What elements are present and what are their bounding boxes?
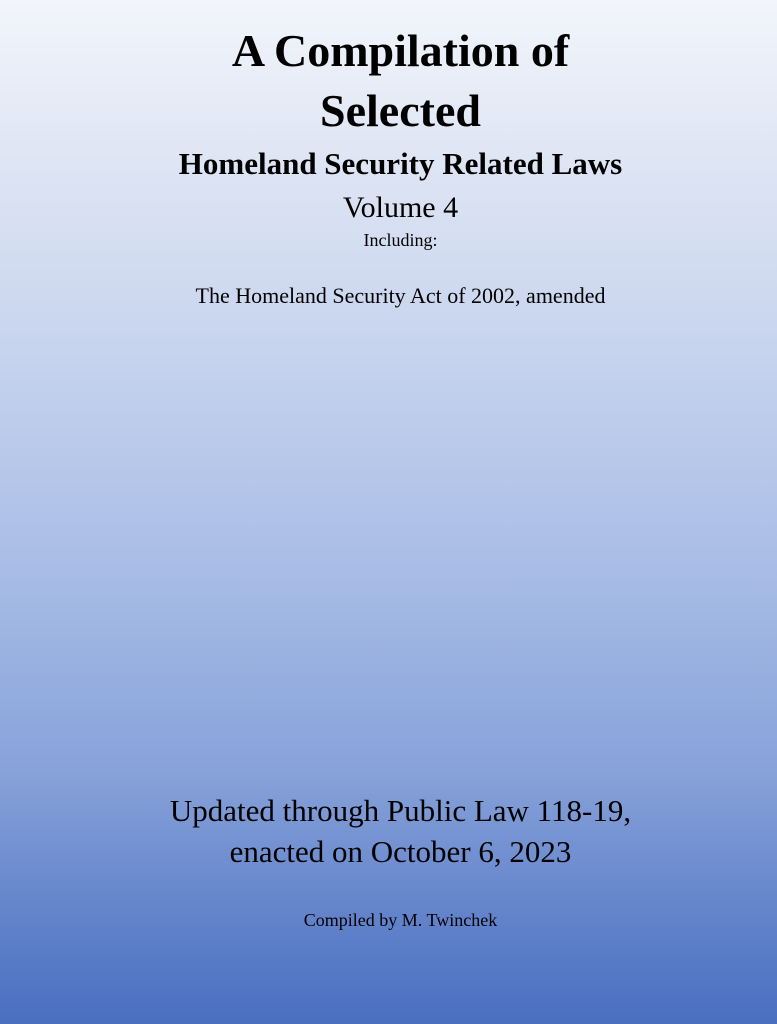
updated-line-1: Updated through Public Law 118-19,	[169, 793, 632, 828]
including-label: Including:	[363, 230, 438, 250]
subtitle: Homeland Security Related Laws	[178, 146, 623, 181]
volume-label: Volume 4	[342, 191, 459, 224]
title-line-1: A Compilation of	[231, 25, 570, 76]
title-line-2: Selected	[320, 85, 481, 136]
compiled-by: Compiled by M. Twinchek	[303, 910, 498, 930]
included-act: The Homeland Security Act of 2002, amended	[195, 283, 606, 308]
updated-line-2: enacted on October 6, 2023	[229, 834, 572, 869]
